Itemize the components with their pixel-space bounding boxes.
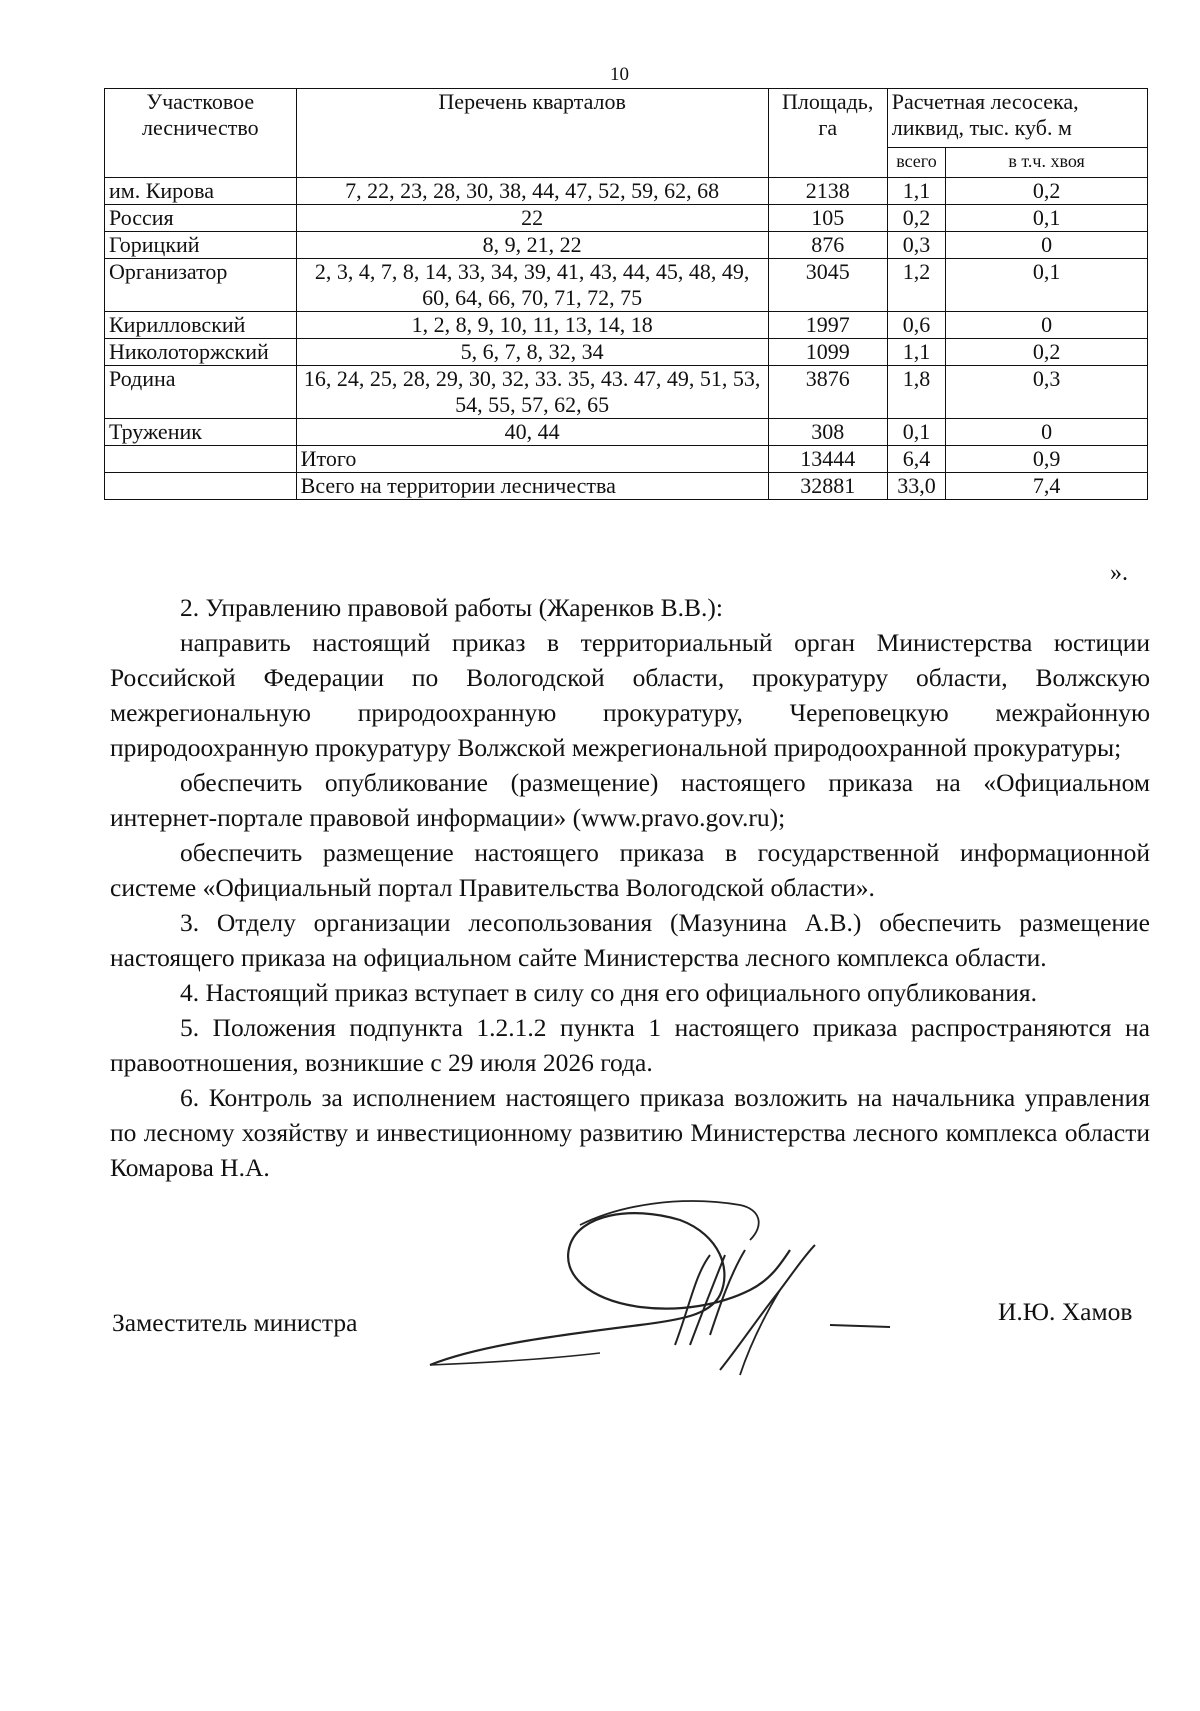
- cell-conifer: 0: [946, 312, 1148, 339]
- paragraph-5: 5. Положения подпункта 1.2.1.2 пункта 1 настоящего приказа распространяются на правоотношения, возникшие с 29 июля 2026 года.: [110, 1013, 1150, 1077]
- cell-quarters: 16, 24, 25, 28, 29, 30, 32, 33. 35, 43. 47, 49, 51, 53, 54, 55, 57, 62, 65: [296, 366, 768, 419]
- paragraph-2-post: обеспечить размещение настоящего приказа в государственной информационной системе «Официальный портал Правительства Вологодской области».: [110, 838, 1150, 902]
- table-row: [105, 232, 1148, 259]
- page-number: 10: [610, 64, 629, 85]
- paragraph-6: 6. Контроль за исполнением настоящего приказа возложить на начальника управления по лесному хозяйству и инвестиционному развитию Министерства лесного комплекса области Комарова Н.А.: [110, 1083, 1150, 1182]
- cell-district: Кирилловский: [105, 312, 297, 339]
- cell-grand-total-area: 32881: [768, 473, 887, 500]
- cell-conifer: 0,2: [946, 178, 1148, 205]
- cell-district: Родина: [105, 366, 297, 419]
- grand-total-row: [105, 473, 1148, 500]
- table-row: [105, 205, 1148, 232]
- cell-empty: [105, 446, 297, 473]
- header-cut: Расчетная лесосека, ликвид, тыс. куб. м: [887, 89, 1147, 148]
- cell-area: 3045: [768, 259, 887, 312]
- cell-total: 1,1: [887, 178, 946, 205]
- cell-grand-total-label: Всего на территории лесничества: [296, 473, 768, 500]
- cell-quarters: 7, 22, 23, 28, 30, 38, 44, 47, 52, 59, 62, 68: [296, 178, 768, 205]
- header-total: всего: [887, 148, 946, 178]
- table-row: [105, 339, 1148, 366]
- cell-area: 1099: [768, 339, 887, 366]
- subtotal-row: [105, 446, 1148, 473]
- cell-total: 1,8: [887, 366, 946, 419]
- cell-quarters: 8, 9, 21, 22: [296, 232, 768, 259]
- cell-quarters: 1, 2, 8, 9, 10, 11, 13, 14, 18: [296, 312, 768, 339]
- cell-district: Горицкий: [105, 232, 297, 259]
- cell-area: 1997: [768, 312, 887, 339]
- cell-subtotal-total: 6,4: [887, 446, 946, 473]
- table-row: [105, 312, 1148, 339]
- cell-conifer: 0,1: [946, 205, 1148, 232]
- cell-conifer: 0: [946, 419, 1148, 446]
- cell-quarters: 40, 44: [296, 419, 768, 446]
- closing-quote: ».: [1110, 560, 1128, 586]
- signatory-name: И.Ю. Хамов: [998, 1297, 1133, 1326]
- cell-quarters: 5, 6, 7, 8, 32, 34: [296, 339, 768, 366]
- cell-district: Россия: [105, 205, 297, 232]
- paragraph-4: 4. Настоящий приказ вступает в силу со дня его официального опубликования.: [180, 978, 1037, 1007]
- header-conifer: в т.ч. хвоя: [946, 148, 1148, 178]
- cell-total: 1,2: [887, 259, 946, 312]
- cell-empty: [105, 473, 297, 500]
- cell-total: 1,1: [887, 339, 946, 366]
- cell-grand-total-conifer: 7,4: [946, 473, 1148, 500]
- cell-district: им. Кирова: [105, 178, 297, 205]
- cell-total: 0,6: [887, 312, 946, 339]
- cell-conifer: 0,3: [946, 366, 1148, 419]
- table-row: [105, 419, 1148, 446]
- forestry-table: [104, 88, 1148, 500]
- header-district: Участковое лесничество: [105, 89, 297, 178]
- cell-subtotal-label: Итого: [296, 446, 768, 473]
- signatory-position: Заместитель министра: [112, 1308, 358, 1337]
- cell-quarters: 22: [296, 205, 768, 232]
- cell-area: 2138: [768, 178, 887, 205]
- cell-conifer: 0: [946, 232, 1148, 259]
- cell-subtotal-conifer: 0,9: [946, 446, 1148, 473]
- paragraph-2: 2. Управлению правовой работы (Жаренков В.В.):: [180, 593, 723, 622]
- table-row: [105, 259, 1148, 312]
- cell-district: Организатор: [105, 259, 297, 312]
- cell-total: 0,2: [887, 205, 946, 232]
- cell-subtotal-area: 13444: [768, 446, 887, 473]
- paragraph-2-publish: обеспечить опубликование (размещение) настоящего приказа на «Официальном интернет-портале правовой информации» (www.pravo.gov.ru);: [110, 768, 1150, 832]
- cell-area: 876: [768, 232, 887, 259]
- cell-district: Труженик: [105, 419, 297, 446]
- paragraph-2-send: направить настоящий приказ в территориальный орган Министерства юстиции Российской Федерации по Вологодской области, прокуратуру области, Волжскую межрегиональную природоохранную прокуратуру, Череповецкую межрайонную природоохранную прокуратуру Волжской межрегиональной природоохранной прокуратуры;: [110, 628, 1150, 762]
- table-row: [105, 366, 1148, 419]
- cell-grand-total-total: 33,0: [887, 473, 946, 500]
- cell-conifer: 0,2: [946, 339, 1148, 366]
- cell-total: 0,3: [887, 232, 946, 259]
- header-area: Площадь, га: [768, 89, 887, 178]
- cell-area: 105: [768, 205, 887, 232]
- cell-total: 0,1: [887, 419, 946, 446]
- table-row: [105, 178, 1148, 205]
- paragraph-3: 3. Отделу организации лесопользования (Мазунина А.В.) обеспечить размещение настоящего приказа на официальном сайте Министерства лесного комплекса области.: [110, 908, 1150, 972]
- header-quarters: Перечень кварталов: [296, 89, 768, 178]
- cell-area: 3876: [768, 366, 887, 419]
- cell-district: Николоторжский: [105, 339, 297, 366]
- table-header-row: [105, 89, 1148, 148]
- order-text: [110, 590, 1150, 1185]
- cell-quarters: 2, 3, 4, 7, 8, 14, 33, 34, 39, 41, 43, 44, 45, 48, 49, 60, 64, 66, 70, 71, 72, 75: [296, 259, 768, 312]
- cell-area: 308: [768, 419, 887, 446]
- cell-conifer: 0,1: [946, 259, 1148, 312]
- handwritten-signature: [420, 1195, 960, 1385]
